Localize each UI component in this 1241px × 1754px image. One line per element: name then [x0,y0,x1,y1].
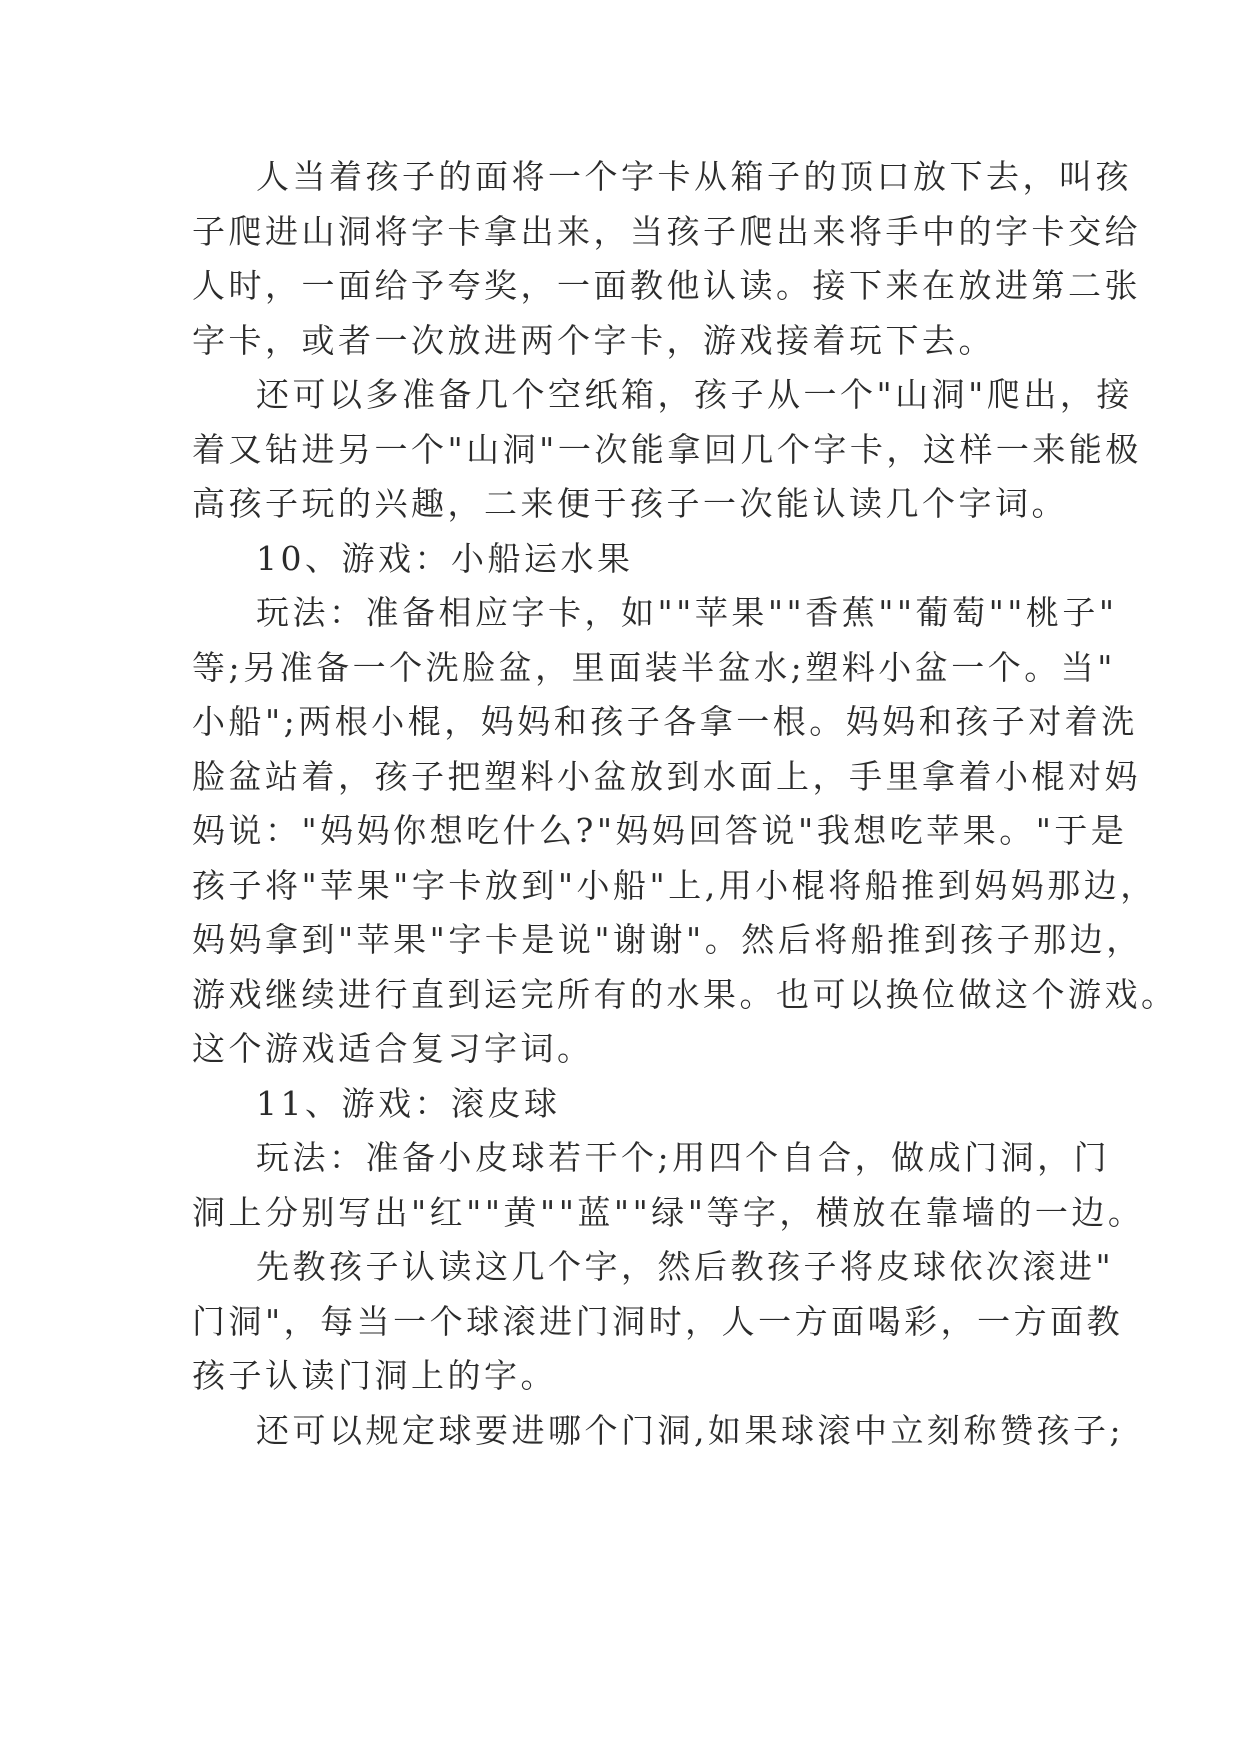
document-body [192,150,1178,1458]
paragraph-line: 脸盆站着，孩子把塑料小盆放到水面上，手里拿着小棍对妈 [192,756,1141,796]
paragraph-line: 字卡，或者一次放进两个字卡，游戏接着玩下去。 [192,320,995,360]
paragraph-line: 洞上分别写出"红""黄""蓝""绿"等字，横放在靠墙的一边。 [192,1192,1145,1232]
paragraph-line: 等;另准备一个洗脸盆，里面装半盆水;塑料小盆一个。当" [192,647,1116,687]
paragraph-line: 孩子将"苹果"字卡放到"小船"上,用小棍将船推到妈妈那边， [192,865,1157,905]
paragraph-line: 着又钻进另一个"山洞"一次能拿回几个字卡，这样一来能极 [192,429,1142,469]
paragraph-line: 玩法：准备小皮球若干个;用四个自合，做成门洞，门 [256,1138,1111,1177]
paragraph-line: 妈妈拿到"苹果"字卡是说"谢谢"。然后将船推到孩子那边， [192,920,1143,959]
paragraph-line: 人时，一面给予夸奖，一面教他认读。接下来在放进第二张 [192,266,1141,305]
paragraph-line: 先教孩子认读这几个字，然后教孩子将皮球依次滚进" [256,1247,1115,1286]
paragraph-line: 玩法：准备相应字卡，如""苹果""香蕉""葡萄""桃子" [256,593,1118,632]
section-heading: 10、游戏：小船运水果 [256,538,634,578]
paragraph-line: 游戏继续进行直到运完所有的水果。也可以换位做这个游戏。 [192,974,1178,1014]
paragraph-line: 子爬进山洞将字卡拿出来，当孩子爬出来将手中的字卡交给 [192,211,1141,251]
paragraph-line: 还可以多准备几个空纸箱，孩子从一个"山洞"爬出，接 [256,375,1133,414]
paragraph-line: 还可以规定球要进哪个门洞,如果球滚中立刻称赞孩子; [256,1410,1125,1450]
paragraph-line: 妈说："妈妈你想吃什么?"妈妈回答说"我想吃苹果。"于是 [192,811,1128,850]
paragraph-line: 高孩子玩的兴趣，二来便于孩子一次能认读几个字词。 [192,484,1068,523]
section-heading: 11、游戏：滚皮球 [256,1083,561,1123]
paragraph-line: 小船";两根小棍，妈妈和孩子各拿一根。妈妈和孩子对着洗 [192,702,1138,741]
paragraph-line: 孩子认读门洞上的字。 [192,1356,557,1395]
paragraph-line: 人当着孩子的面将一个字卡从箱子的顶口放下去，叫孩 [256,157,1132,196]
paragraph-line: 门洞"，每当一个球滚进门洞时，人一方面喝彩，一方面教 [192,1301,1124,1341]
paragraph-line: 这个游戏适合复习字词。 [192,1029,594,1068]
